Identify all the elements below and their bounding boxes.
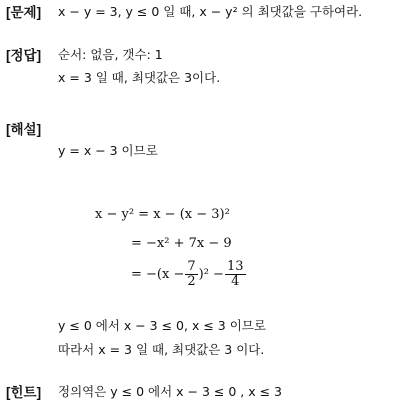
solution-conclusion: 따라서 x = 3 일 때, 최댓값은 3 이다. xyxy=(58,342,265,357)
solution-domain-line: y ≤ 0 에서 x − 3 ≤ 0, x ≤ 3 이므로 xyxy=(58,318,266,333)
answer-line-2: x = 3 일 때, 최댓값은 3이다. xyxy=(58,70,221,85)
hint-text: 정의역은 y ≤ 0 에서 x − 3 ≤ 0 , x ≤ 3 xyxy=(58,384,282,399)
answer-tag: [정답] xyxy=(6,48,42,63)
fraction-1-numerator: 7 xyxy=(187,259,196,274)
problem-tag: [문제] xyxy=(6,5,42,20)
equation-line-3-prefix: = −(x − xyxy=(131,267,185,283)
fraction-1-denominator: 2 xyxy=(187,274,196,290)
equation-line-3-middle: )² − xyxy=(198,267,224,283)
solution-intro: y = x − 3 이므로 xyxy=(58,143,158,158)
fraction-2-numerator: 13 xyxy=(226,259,244,274)
fraction-seven-halves xyxy=(185,260,197,290)
equation-line-2: = −x² + 7x − 9 xyxy=(131,236,232,251)
fraction-thirteen-quarters xyxy=(225,260,246,290)
hint-tag: [힌트] xyxy=(6,385,42,400)
equation-line-1: x − y² = x − (x − 3)² xyxy=(95,207,230,222)
fraction-2-denominator: 4 xyxy=(231,274,240,290)
answer-line-1: 순서: 없음, 갯수: 1 xyxy=(58,47,163,62)
solution-tag: [해설] xyxy=(6,122,42,137)
problem-text: x − y = 3, y ≤ 0 일 때, x − y² 의 최댓값을 구하여라. xyxy=(58,4,363,19)
equation-line-3 xyxy=(131,260,247,290)
